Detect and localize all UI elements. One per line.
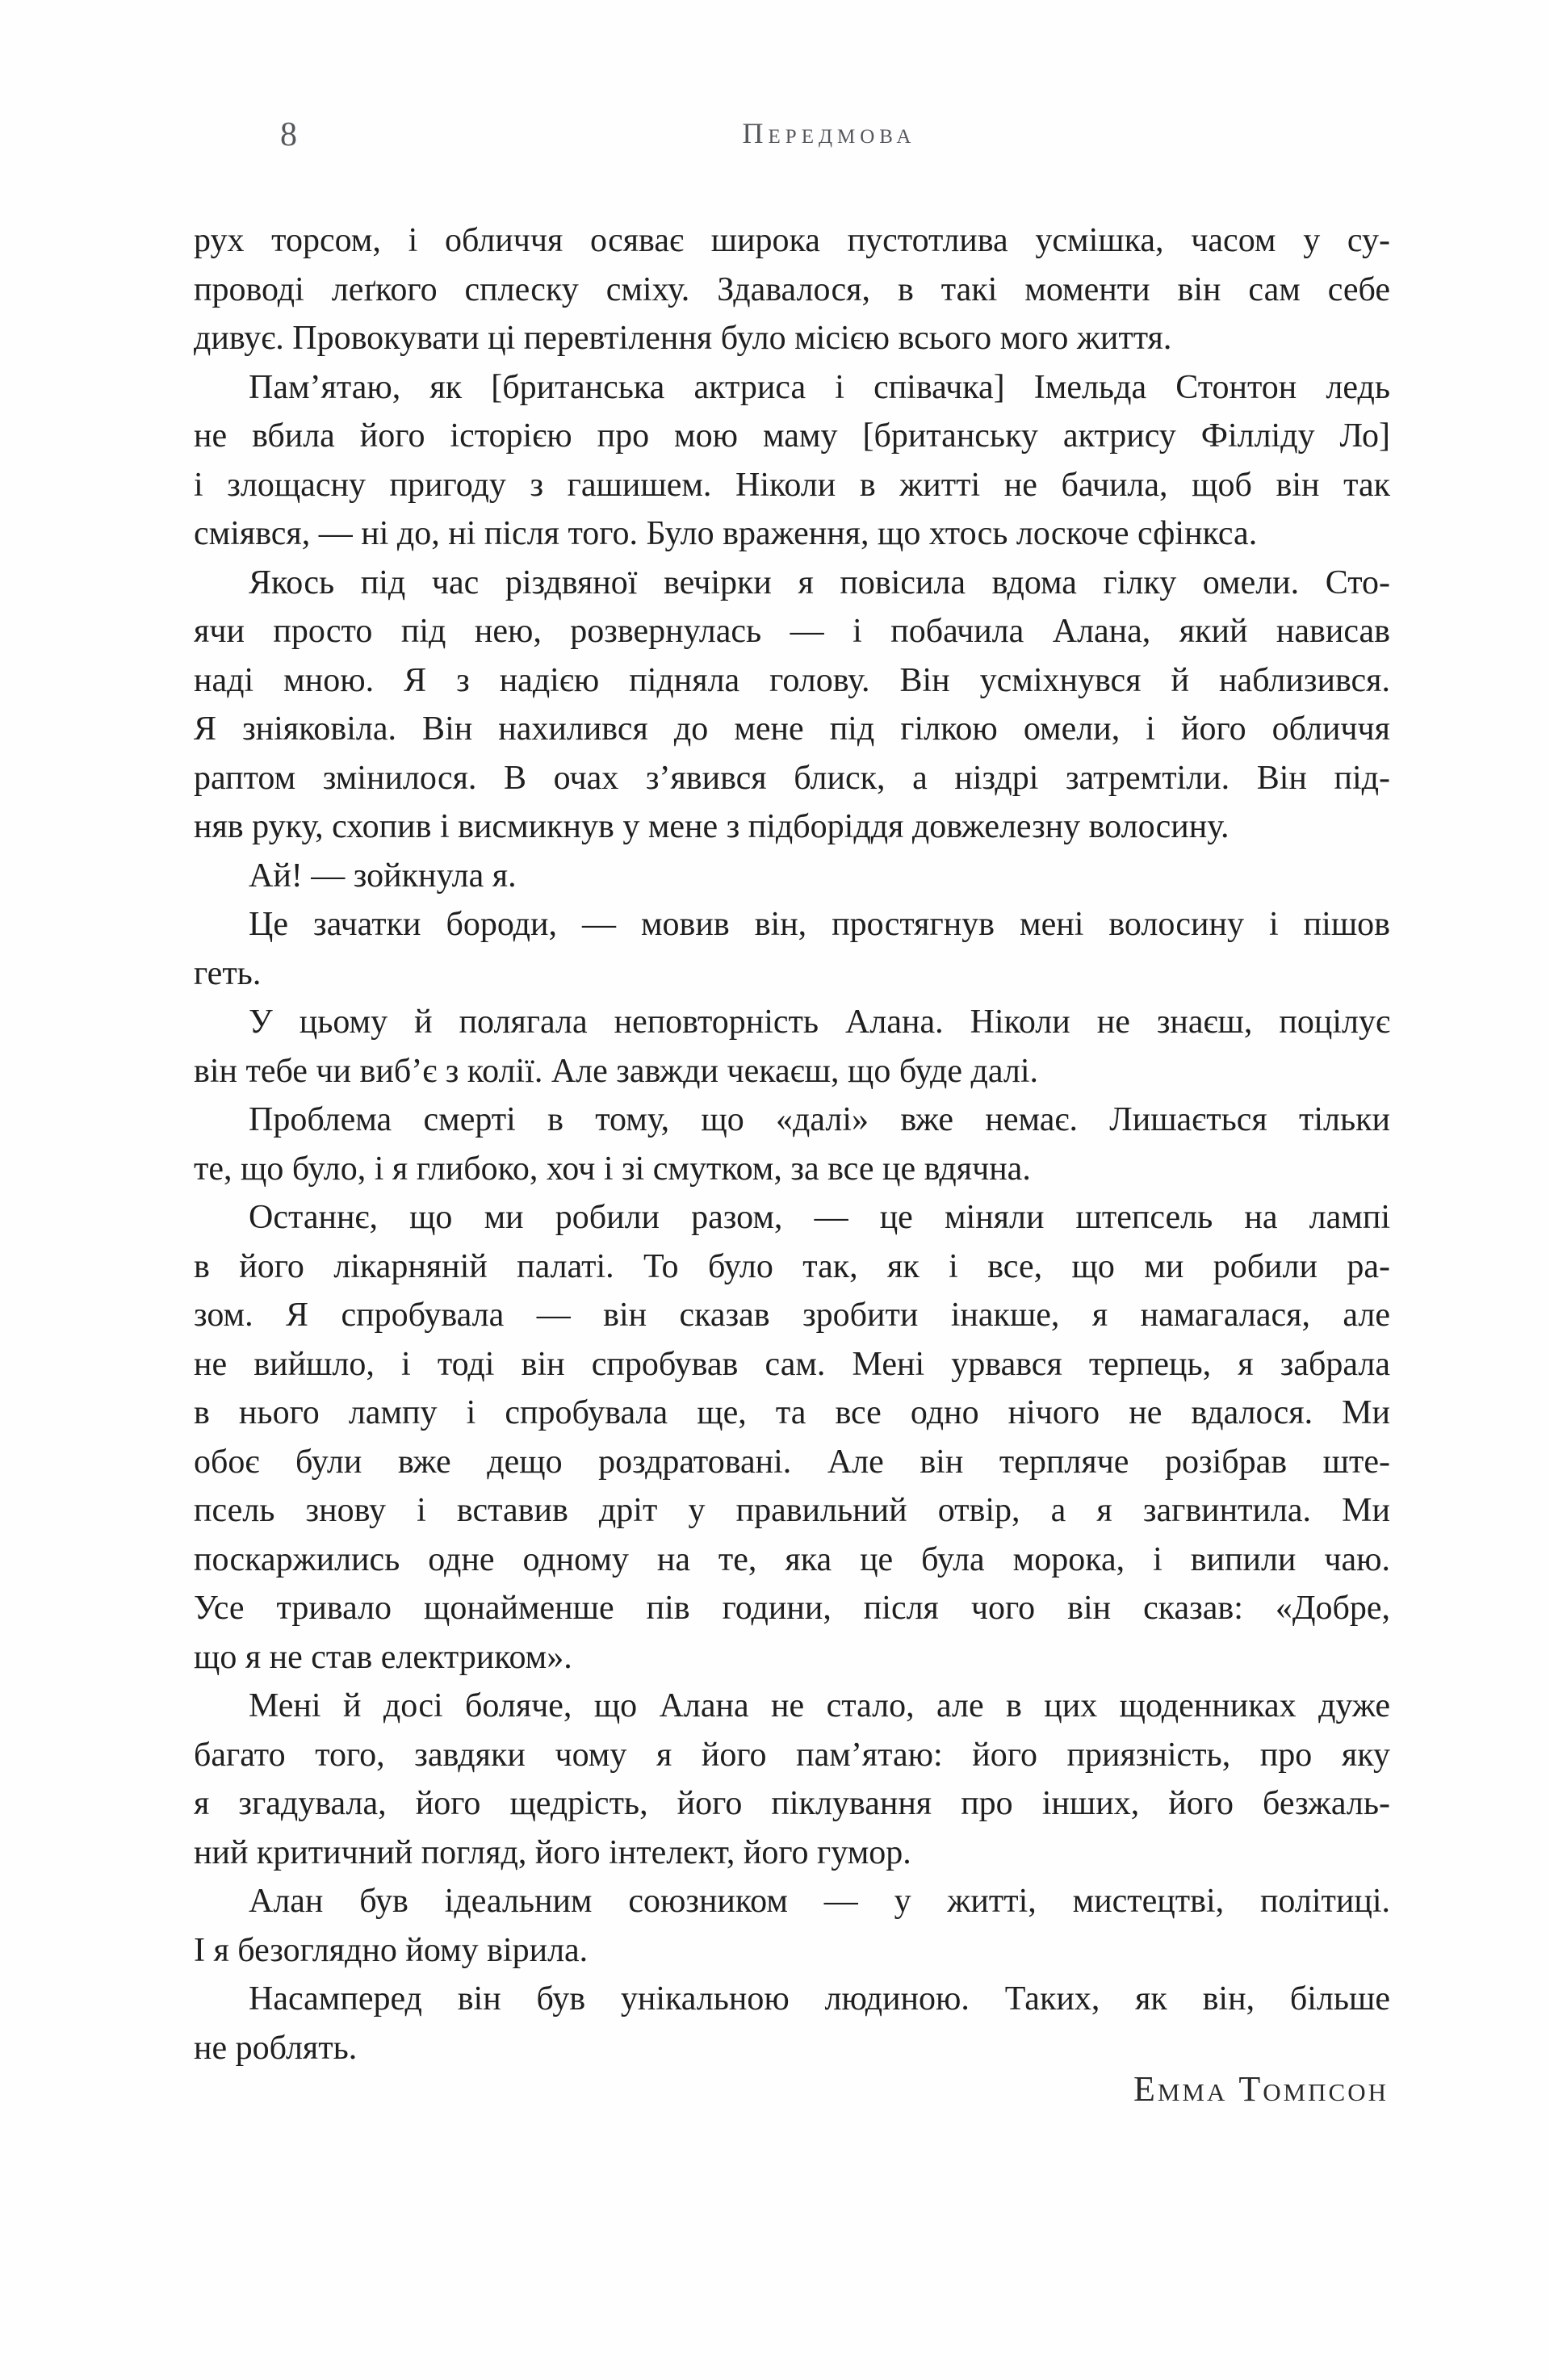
text-line: Якось під час різдвяної вечірки я повісила вдома гілку омели. Сто-: [249, 564, 1390, 601]
text-line: поскаржились одне одному на те, яка це була морока, і випили чаю.: [194, 1540, 1390, 1578]
text-line: проводі леґкого сплеску сміху. Здавалося, в такі моменти він сам себе: [194, 270, 1390, 308]
text-line: я згадувала, його щедрість, його піклування про інших, його безжаль-: [194, 1785, 1390, 1822]
text-line: не вбила його історією про мою маму [британську актрису Філліду Ло]: [194, 417, 1390, 455]
page-number: 8: [280, 116, 297, 153]
text-line: не вийшло, і тоді він спробував сам. Мені урвався терпець, я забрала: [194, 1345, 1390, 1383]
text-line: він тебе чи виб’є з колії. Але завжди чекаєш, що буде далі.: [194, 1052, 1039, 1090]
text-line: в нього лампу і спробувала ще, та все одно нічого не вдалося. Ми: [194, 1394, 1390, 1431]
text-line: сміявся, — ні до, ні після того. Було враження, що хтось лоскоче сфінкса.: [194, 515, 1258, 552]
text-line: Я зніяковіла. Він нахилився до мене під гілкою омели, і його обличчя: [194, 710, 1390, 748]
text-line: няв руку, схопив і висмикнув у мене з підборіддя довжелезну волосину.: [194, 808, 1230, 845]
text-line: геть.: [194, 954, 262, 992]
text-line: зом. Я спробувала — він сказав зробити інакше, я намагалася, але: [194, 1297, 1390, 1334]
text-line: обоє були вже дещо роздратовані. Але він терпляче розібрав ште-: [194, 1443, 1390, 1481]
running-head-title: Передмова: [742, 117, 916, 149]
text-line: рух торсом, і обличчя осяває широка пустотлива усмішка, часом у су-: [194, 222, 1390, 259]
text-line: Пам’ятаю, як [британська актриса і співачка] Імельда Стонтон ледь: [249, 368, 1390, 406]
text-line: те, що було, і я глибоко, хоч і зі смутком, за все це вдячна.: [194, 1150, 1031, 1188]
text-line: не роблять.: [194, 2029, 358, 2067]
text-line: багато того, завдяки чому я його пам’ятаю: його приязність, про яку: [194, 1736, 1390, 1774]
text-line: псель знову і вставив дріт у правильний отвір, а я загвинтила. Ми: [194, 1492, 1390, 1529]
body-text: [194, 216, 1390, 2072]
text-line: раптом змінилося. В очах з’явився блиск, а ніздрі затремтіли. Він під-: [194, 759, 1390, 797]
text-line: дивує. Провокувати ці перевтілення було місією всього мого життя.: [194, 320, 1172, 357]
text-line: Ай! — зойкнула я.: [249, 857, 517, 895]
text-line: Усе тривало щонайменше пів години, після чого він сказав: «Добре,: [194, 1590, 1390, 1627]
text-line: Останнє, що ми робили разом, — це міняли штепсель на лампі: [249, 1199, 1390, 1236]
text-line: У цьому й полягала неповторність Алана. Ніколи не знаєш, поцілує: [249, 1004, 1390, 1041]
text-line: Це зачатки бороди, — мовив він, простягнув мені волосину і пішов: [249, 906, 1390, 943]
text-line: що я не став електриком».: [194, 1638, 572, 1676]
text-line: і злощасну пригоду з гашишем. Ніколи в житті не бачила, щоб він так: [194, 466, 1390, 504]
text-line: в його лікарняній палаті. То було так, як і все, що ми робили ра-: [194, 1247, 1390, 1285]
text-line: ячи просто під нею, розвернулась — і побачила Алана, який нависав: [194, 613, 1390, 650]
text-line: наді мною. Я з надією підняла голову. Він усміхнувся й наблизився.: [194, 661, 1390, 699]
text-line: Проблема смерті в тому, що «далі» вже немає. Лишається тільки: [249, 1101, 1390, 1138]
text-line: Насамперед він був унікальною людиною. Таких, як він, більше: [249, 1980, 1390, 2018]
text-line: Алан був ідеальним союзником — у житті, мистецтві, політиці.: [249, 1883, 1390, 1920]
text-line: ний критичний погляд, його інтелект, його гумор.: [194, 1833, 911, 1871]
text-line: І я безоглядно йому вірила.: [194, 1931, 589, 1969]
text-line: Мені й досі боляче, що Алана не стало, але в цих щоденниках дуже: [249, 1687, 1390, 1724]
signature-name: Емма Томпсон: [1133, 2069, 1389, 2109]
